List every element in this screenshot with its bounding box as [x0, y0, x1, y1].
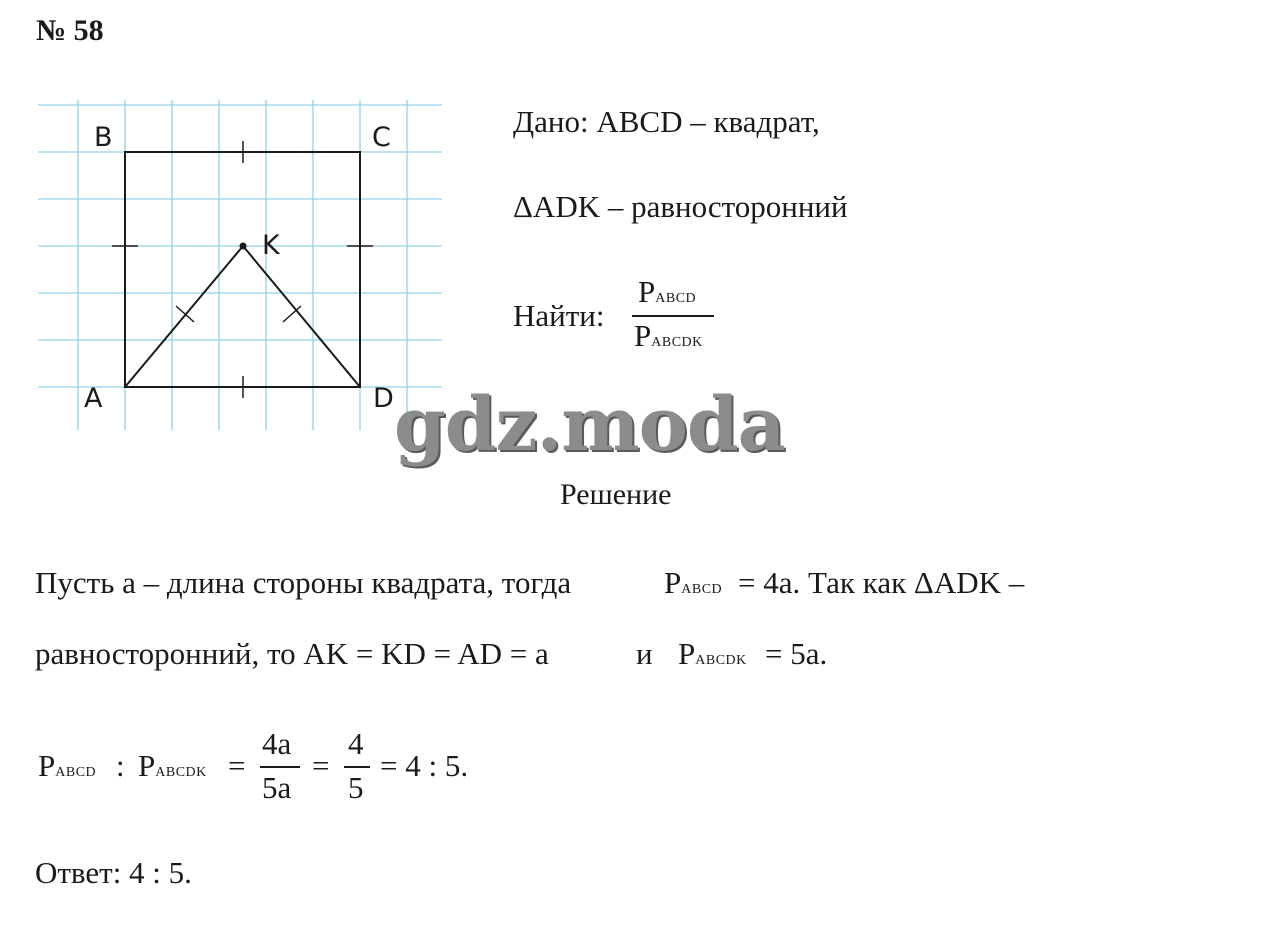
find-fraction	[632, 272, 716, 364]
point-k	[240, 243, 247, 250]
equation-p-abcdk: PABCDK	[138, 748, 207, 783]
find-denominator: PABCDK	[634, 318, 703, 353]
solution-line-2-text-2: = 5a.	[765, 636, 828, 671]
label-b: B	[94, 122, 113, 153]
fraction-2-denominator: 5	[348, 770, 364, 805]
fraction-1-line	[260, 766, 300, 768]
solution-line-1-perimeter: PABCD	[664, 565, 723, 600]
fraction-2-numerator: 4	[348, 726, 364, 761]
equation-fraction-1	[258, 726, 304, 812]
equation-fraction-2	[342, 726, 372, 812]
label-c: C	[372, 122, 391, 153]
equation-result: = 4 : 5.	[380, 748, 469, 783]
find-label: Найти:	[513, 298, 605, 333]
label-k: K	[262, 230, 280, 261]
equation-p-abcd: PABCD	[38, 748, 97, 783]
solution-line-2-and: и	[636, 636, 653, 671]
tick-marks	[112, 141, 373, 398]
equation-colon: :	[116, 748, 125, 783]
label-d: D	[373, 383, 394, 414]
equation-equals-2: =	[312, 748, 330, 783]
square-abcd	[125, 152, 360, 387]
equation-equals-1: =	[228, 748, 246, 783]
given-line-2: ΔADK – равносторонний	[513, 189, 848, 224]
solution-line-1-text: Пусть a – длина стороны квадрата, тогда	[35, 565, 572, 600]
given-line-1: Дано: ABCD – квадрат,	[513, 104, 820, 139]
label-a: A	[84, 383, 103, 414]
fraction-1-numerator: 4a	[262, 726, 292, 761]
find-numerator: PABCD	[638, 274, 697, 309]
solution-line-2-perimeter: PABCDK	[678, 636, 747, 671]
watermark: gdz.moda	[394, 382, 785, 468]
problem-number: № 58	[36, 14, 104, 47]
geometry-figure	[0, 0, 460, 440]
fraction-2-line	[344, 766, 370, 768]
find-fraction-line	[632, 315, 714, 317]
solution-heading: Решение	[560, 478, 672, 511]
answer: Ответ: 4 : 5.	[35, 855, 192, 890]
solution-line-1-text-2: = 4a. Так как ΔADK –	[738, 565, 1025, 600]
solution-line-2-text: равносторонний, то AK = KD = AD = a	[35, 636, 549, 671]
fraction-1-denominator: 5a	[262, 770, 292, 805]
triangle-adk	[125, 246, 360, 387]
